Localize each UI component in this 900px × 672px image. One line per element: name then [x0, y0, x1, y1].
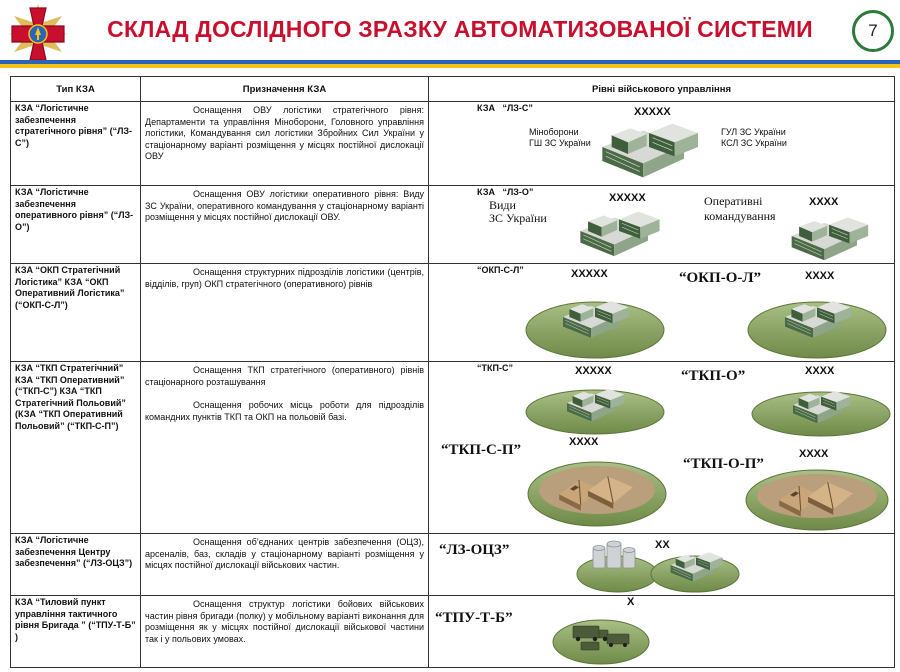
- building-complex-icon: [569, 202, 669, 260]
- level-left-text-2: ГШ ЗС України: [529, 138, 591, 148]
- row-purpose: [141, 186, 429, 264]
- row-type: КЗА “ТКП Стратегічний” КЗА “ТКП Оперативний” (“ТКП-С”) КЗА “ТКП Стратегічний Польовий” (КЗА “ТКП Оперативний Польовий” (“ТКП-С-П”): [11, 362, 141, 534]
- purpose-paragraph: Оснащення ТКП стратегічного (оперативного) рівнів стаціонарного розташування: [145, 365, 424, 387]
- column-header-purpose: Призначення КЗА: [141, 77, 429, 102]
- level-code: КЗА “ЛЗ-О”: [477, 187, 534, 197]
- row-levels: [429, 362, 895, 534]
- row-type: КЗА “Логістичне забезпечення оперативного рівня” (“ЛЗ-О”): [11, 186, 141, 264]
- purpose-paragraph: Оснащення ОВУ логістики стратегічного рівня: Департаменти та управління Міноборони, Головного управління логістики, Командування сил логістики Збройних Сил України у стаціонарному варіанті розміщення у місцях постійної дислокації ОВУ: [145, 105, 424, 161]
- echelon-mark-3: ХХХХ: [569, 436, 599, 448]
- row-purpose: [141, 264, 429, 362]
- purpose-paragraph: Оснащення структурних підрозділів логістики (центрів, відділів, груп) ОКП стратегічного (оперативного) рівнів: [145, 267, 424, 289]
- column-header-type: Тип КЗА: [11, 77, 141, 102]
- military-truck-icon: [551, 608, 651, 666]
- table-row: [11, 596, 895, 668]
- level-code-1: “ТКП-С”: [477, 363, 513, 373]
- echelon-mark-2: ХХХХ: [805, 365, 835, 377]
- header-stripe-yellow: [0, 64, 900, 68]
- table-header-row: [11, 77, 895, 102]
- page-number-badge: 7: [852, 10, 894, 52]
- level-right-text-2: КСЛ ЗС України: [721, 138, 787, 148]
- level-text-2b: командування: [704, 209, 776, 223]
- purpose-paragraph: Оснащення ОВУ логістики оперативного рівня: Виду ЗС України, оперативного командування у стаціонарному варіанті розміщення у місцях постійної дислокації ОВУ.: [145, 189, 424, 222]
- level-text-2a: Оперативні: [704, 194, 763, 208]
- echelon-mark-2: ХХХХ: [809, 196, 839, 208]
- column-header-levels: Рівні військового управління: [429, 77, 895, 102]
- level-code: “ЛЗ-ОЦЗ”: [439, 542, 510, 558]
- table-row: [11, 186, 895, 264]
- echelon-mark: ХХ: [655, 539, 670, 551]
- echelon-mark-1: ХХХХХ: [609, 192, 646, 204]
- row-levels: [429, 264, 895, 362]
- row-levels: [429, 534, 895, 596]
- row-levels: [429, 186, 895, 264]
- building-complex-icon: [747, 284, 887, 360]
- row-purpose: [141, 102, 429, 186]
- level-text-1b: ЗС України: [489, 211, 547, 225]
- level-code-2: “ТКП-О”: [681, 368, 746, 384]
- storage-depot-icon: [575, 536, 745, 594]
- echelon-mark-1: ХХХХХ: [571, 268, 608, 280]
- level-code-4: “ТКП-О-П”: [683, 456, 764, 472]
- echelon-mark-2: ХХХХ: [805, 270, 835, 282]
- row-type: КЗА “Логістичне забезпечення Центру забезпечення” (“ЛЗ-ОЦЗ”): [11, 534, 141, 596]
- row-purpose: [141, 362, 429, 534]
- level-code-2: “ОКП-О-Л”: [679, 270, 762, 286]
- echelon-mark-4: ХХХХ: [799, 448, 829, 460]
- purpose-paragraph: Оснащення робочих місць роботи для підрозділів командних пунктів ТКП та ОКП на польовій базі.: [145, 400, 424, 422]
- echelon-mark: ХХХХХ: [634, 106, 671, 118]
- row-levels: [429, 596, 895, 668]
- field-tent-icon: [745, 458, 889, 532]
- purpose-paragraph: Оснащення об’єднаних центрів забезпечення (ОЦЗ), арсеналів, баз, складів у стаціонарному варіанті розміщення у місцях постійної дислокації військових частин.: [145, 537, 424, 570]
- row-purpose: [141, 596, 429, 668]
- slide-header: [0, 0, 900, 68]
- building-complex-icon: [751, 380, 891, 438]
- building-complex-icon: [525, 282, 665, 360]
- level-left-text-1: Міноборони: [529, 127, 579, 137]
- table-row: [11, 534, 895, 596]
- row-levels: [429, 102, 895, 186]
- row-type: КЗА “Тиловий пункт управління тактичного рівня Бригада ” (“ТПУ-Т-Б” ): [11, 596, 141, 668]
- armed-forces-emblem-icon: [6, 2, 70, 66]
- building-complex-icon: [779, 208, 879, 264]
- echelon-mark-1: ХХХХХ: [575, 365, 612, 377]
- page-title: СКЛАД ДОСЛІДНОГО ЗРАЗКУ АВТОМАТИЗОВАНОЇ СИСТЕМИ: [107, 16, 813, 42]
- level-right-text-1: ГУЛ ЗС України: [721, 127, 786, 137]
- level-text-1a: Види: [489, 198, 516, 212]
- echelon-mark: Х: [627, 596, 635, 608]
- level-code-1: “ОКП-С-Л”: [477, 265, 524, 275]
- level-code-3: “ТКП-С-П”: [441, 442, 522, 458]
- building-complex-icon: [584, 112, 714, 182]
- row-type: КЗА “Логістичне забезпечення стратегічного рівня” (“ЛЗ-С”): [11, 102, 141, 186]
- building-complex-icon: [525, 378, 665, 436]
- row-type: КЗА “ОКП Стратегічний Логістика” КЗА “ОКП Оперативний Логістика” (“ОКП-С-Л”): [11, 264, 141, 362]
- kza-table: [10, 76, 895, 668]
- level-code: КЗА “ЛЗ-С”: [477, 103, 533, 113]
- row-purpose: [141, 534, 429, 596]
- table-row: [11, 264, 895, 362]
- field-tent-icon: [527, 450, 667, 530]
- purpose-paragraph: Оснащення структур логістики бойових військових частин рівня бригади (полку) у мобільному варіанті виконання для розміщення як у місцях постійної дислокації військової частини так і у польових умовах.: [145, 599, 424, 644]
- table-row: [11, 362, 895, 534]
- table-row: [11, 102, 895, 186]
- level-code: “ТПУ-Т-Б”: [435, 610, 513, 626]
